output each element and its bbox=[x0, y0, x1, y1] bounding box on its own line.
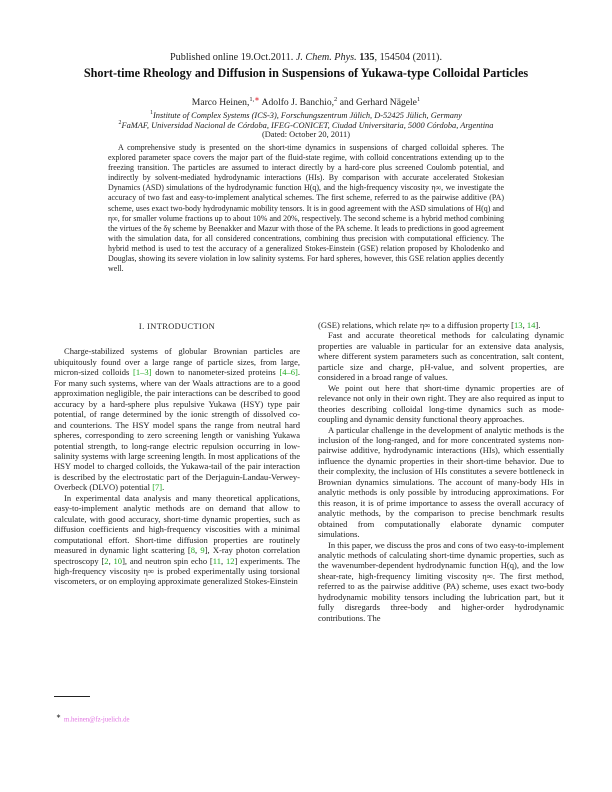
footnote-star-icon: ∗ bbox=[56, 714, 62, 720]
citation-link[interactable]: 8 bbox=[190, 545, 195, 556]
citation-link[interactable]: 13 bbox=[514, 320, 523, 330]
affiliation bbox=[0, 110, 612, 120]
affiliation-text: FaMAF, Universidad Nacional de Córdoba, IFEG-CONICET, Ciudad Universitaria, 5000 Córdoba, Argentina bbox=[121, 120, 494, 130]
paragraph bbox=[54, 493, 300, 587]
author-affil-sup: 1, bbox=[249, 96, 255, 103]
author-name: Marco Heinen, bbox=[191, 97, 250, 109]
citation-link[interactable]: 10 bbox=[113, 555, 123, 566]
paragraph: A particular challenge in the development of analytic methods is the inclusion of the long-ranged, and for more concentrated systems non-pairwise additive, hydrodynamic interactions (HIs), which essentially influence the dynamic properties in their short-time behavior. Due to their complexity, the inclusion of HIs constitutes a severe bottleneck in Brownian dynamics simulations. The account of many-body HIs in analytic methods is only possible by introducing approximations. For this reason, it is of prime importance to assess the overall accuracy of analytic methods, by the comparison to precise benchmark results obtained from computationally elaborate dynamic computer simulations. bbox=[318, 424, 564, 540]
text-run: In experimental data analysis and many theoretical applications, easy-to-implement analytic methods are on demand that allow to calculate, with good accuracy, short-time dynamic properties, such as diffusion coefficients and high-frequency viscosities with a minimal computational effort. Short-time diffusion properties are routinely measured in dynamic light scattering [ bbox=[54, 492, 300, 556]
citation-link[interactable]: [7] bbox=[152, 482, 163, 493]
text-run: , bbox=[221, 555, 226, 566]
text-run: ]. bbox=[535, 320, 541, 330]
affiliation bbox=[0, 120, 612, 130]
author-list bbox=[0, 95, 612, 108]
text-run: ], and neutron spin echo [ bbox=[122, 555, 213, 566]
corresponding-author-star[interactable]: ∗ bbox=[254, 96, 260, 103]
text-run: ] experiments. The high-frequency viscosity η∞ is probed experimentally using torsional viscometers, or on employing approximate generalized Stokes-Einstein bbox=[54, 555, 301, 587]
affiliation-text: Institute of Complex Systems (ICS-3), Forschungszentrum Jülich, D-52425 Jülich, Germany bbox=[153, 110, 462, 120]
dated-line: (Dated: October 20, 2011) bbox=[261, 130, 351, 139]
author-name: and Gerhard Nägele bbox=[339, 97, 417, 109]
text-run: . For many such systems, where van der Waals attractions are to a good approximation negligible, the pair interactions can be described to good accuracy by a hard-sphere plus repulsive Yukawa (HSY) type pair potential, of range determined by the ionic strength of dissolved co- and counterions. The HSY model spans the range from neutral hard spheres, corresponding to zero screening length or vanishing Yukawa potential strength, to long-range electric repulsion occurring in low-salinity systems with large screening length. In most applications of the HSY model to charged colloids, the Yukawa-tail of the pair interaction is described by the electrostatic part of the Derjaguin-Landau-Verwey-Overbeck (DLVO) potential bbox=[54, 367, 300, 493]
paragraph bbox=[54, 346, 300, 492]
abstract: A comprehensive study is presented on the short-time dynamics in suspensions of charged colloidal spheres. The explored parameter space covers the major part of the fluid-state regime, with colloid concentrations extending up to the freezing transition. The particles are assumed to interact directly by a hard-core plus screened Coulomb potential, and indirectly by solvent-mediated hydrodynamic interactions (HIs). By comparison with accurate accelerated Stokesian Dynamics (ASD) simulations of the hydrodynamic function H(q), and the high-frequency viscosity η∞, we investigate the accuracy of two fast and easy-to-implement analytical schemes. The first scheme, referred to as the pairwise additive (PA) scheme, uses exact two-body hydrodynamic mobility tensors. It is in good agreement with the ASD simulations of H(q) and η∞, for smaller volume fractions up to about 10% and 20%, respectively. The second scheme is a hybrid method combining the virtues of the δγ scheme by Beenakker and Mazur with those of the PA scheme. It leads to predictions in good agreement with the simulation data, for all considered concentrations, combining thus precision with computational efficiency. The hybrid method is used to test the accuracy of a generalized Stokes-Einstein (GSE) relation proposed by Kholodenko and Douglas, showing its severe violation in low salinity systems. For hard spheres, however, this GSE relation applies decently well. bbox=[108, 143, 505, 274]
citation-link[interactable]: [1–3] bbox=[133, 367, 152, 378]
journal-volume: 135 bbox=[359, 52, 375, 63]
paragraph: In this paper, we discuss the pros and cons of two easy-to-implement analytic methods of calculating short-time dynamic properties, such as the wavenumber-dependent hydrodynamic function H(q), and the low shear-rate, high-frequency limiting viscosity η∞. The first method, referred to as the pairwise additive (PA) scheme, uses exact two-body hydrodynamic mobility tensors including the lubrication part, but it fully disregards three-body and higher-order hydrodynamic contributions. The bbox=[318, 539, 564, 623]
text-run: , bbox=[108, 555, 114, 566]
pub-suffix: , 154504 (2011). bbox=[374, 52, 443, 63]
citation-link[interactable]: [4–6] bbox=[279, 367, 298, 378]
text-run: , bbox=[194, 545, 201, 556]
left-column bbox=[54, 318, 300, 587]
author-affil-sup: 1 bbox=[416, 96, 421, 103]
pub-prefix: Published online 19.Oct.2011. bbox=[169, 52, 294, 63]
citation-link[interactable]: 2 bbox=[104, 555, 109, 566]
footnote-rule bbox=[54, 696, 90, 697]
text-run: (GSE) relations, which relate η∞ to a diffusion property [ bbox=[318, 320, 515, 330]
paper-title: Short-time Rheology and Diffusion in Suspensions of Yukawa-type Colloidal Particles bbox=[83, 66, 529, 80]
text-run: . bbox=[162, 482, 165, 493]
paragraph: We point out here that short-time dynamic properties are of relevance not only in their own right. They are also required as input to theories describing colloidal long-time dynamics such as mode-coupling and dynamic density functional theory approaches. bbox=[318, 382, 564, 425]
right-column bbox=[318, 320, 564, 623]
text-run: down to nanometer-sized proteins bbox=[151, 367, 280, 378]
citation-link[interactable]: 11 bbox=[212, 555, 221, 566]
affiliation-number: 2 bbox=[118, 120, 122, 126]
publication-line bbox=[0, 52, 612, 63]
paragraph: Fast and accurate theoretical methods for calculating dynamic properties are valuable in particular for an extensive data analysis, where different system parameters such as concentration, salt content, particle size and charge, pH-value, and solvent properties, are considered in a broad range of values. bbox=[318, 330, 564, 383]
text-run: ], X-ray photon correlation spectroscopy [ bbox=[54, 545, 300, 566]
text-run: , bbox=[522, 320, 527, 330]
citation-link[interactable]: 12 bbox=[225, 555, 235, 566]
paragraph bbox=[318, 320, 564, 330]
affiliation-number: 1 bbox=[150, 110, 153, 116]
journal-name: J. Chem. Phys. bbox=[295, 52, 357, 63]
citation-link[interactable]: 14 bbox=[526, 320, 536, 330]
author-name: Adolfo J. Banchio, bbox=[261, 97, 335, 109]
footnote bbox=[56, 713, 130, 723]
citation-link[interactable]: 9 bbox=[200, 545, 205, 556]
author-email-link[interactable]: m.heinen@fz-juelich.de bbox=[64, 716, 130, 724]
text-run: Charge-stabilized systems of globular Brownian particles are ubiquitously found over a large range of particle sizes, from large, micron-sized colloids bbox=[54, 346, 300, 378]
section-heading: I. INTRODUCTION bbox=[138, 322, 216, 331]
author-affil-sup: 2 bbox=[334, 96, 338, 103]
